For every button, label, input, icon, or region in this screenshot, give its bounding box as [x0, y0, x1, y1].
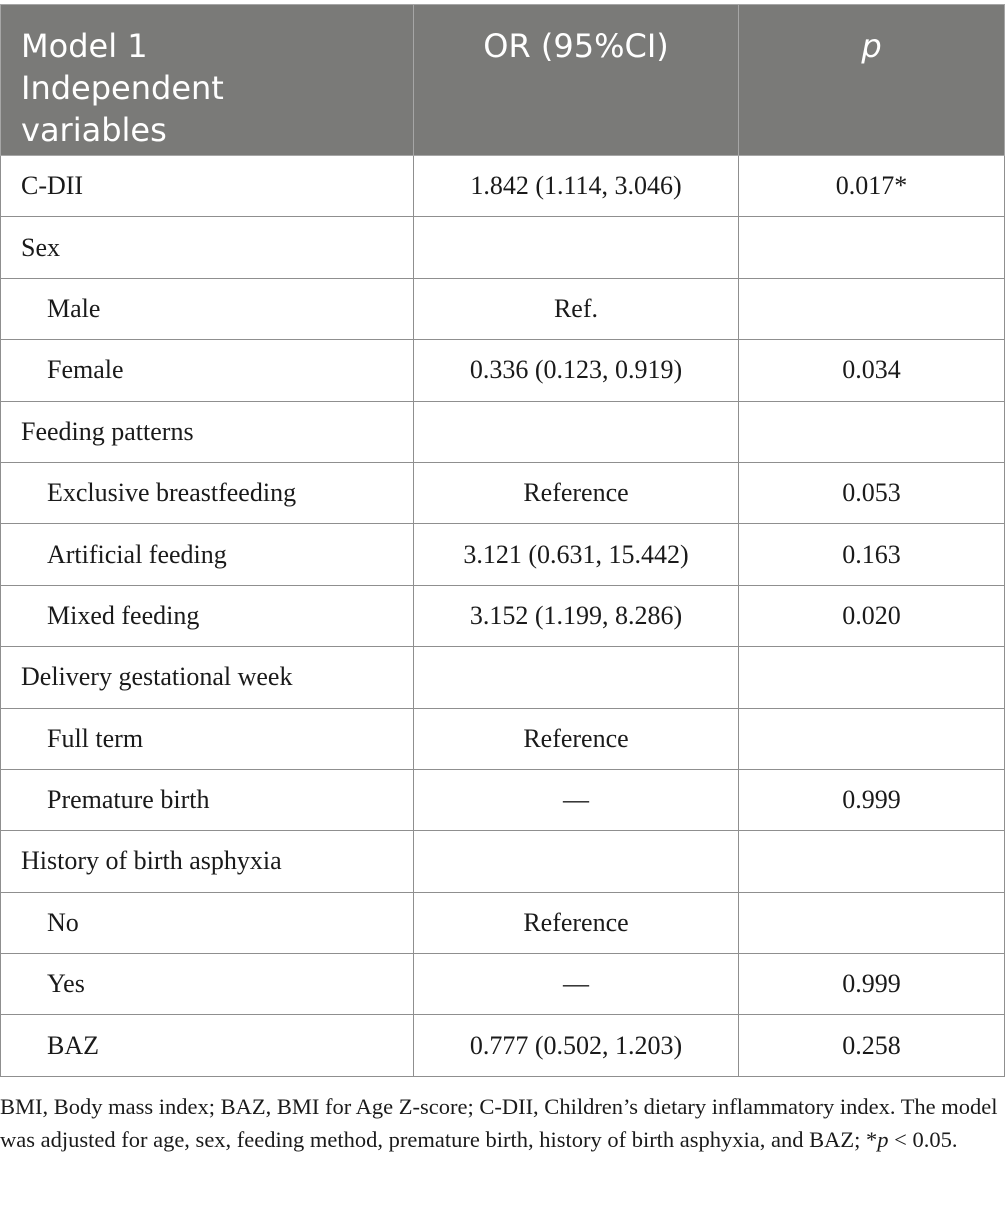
p-value-cell: [739, 708, 1005, 769]
variable-cell: Exclusive breastfeeding: [1, 462, 414, 523]
table-row: [1, 708, 1005, 769]
p-value-cell: 0.258: [739, 1015, 1005, 1076]
regression-table: [0, 4, 1005, 1077]
variable-cell: Full term: [1, 708, 414, 769]
header-line: Independent: [21, 69, 224, 107]
p-value-cell: 0.999: [739, 769, 1005, 830]
table-row: [1, 1015, 1005, 1076]
table-row: [1, 156, 1005, 217]
variable-cell: C-DII: [1, 156, 414, 217]
variable-cell: Mixed feeding: [1, 585, 414, 646]
header-row: [1, 5, 1005, 156]
p-value-cell: 0.017*: [739, 156, 1005, 217]
odds-ratio-cell: Reference: [414, 462, 739, 523]
odds-ratio-cell: Reference: [414, 708, 739, 769]
table-row: [1, 954, 1005, 1015]
odds-ratio-cell: 0.336 (0.123, 0.919): [414, 340, 739, 401]
odds-ratio-cell: Reference: [414, 892, 739, 953]
variable-cell: No: [1, 892, 414, 953]
odds-ratio-cell: 3.121 (0.631, 15.442): [414, 524, 739, 585]
footnote-threshold: < 0.05.: [888, 1127, 958, 1152]
p-value-cell: [739, 831, 1005, 892]
p-value-cell: [739, 892, 1005, 953]
odds-ratio-cell: 0.777 (0.502, 1.203): [414, 1015, 739, 1076]
odds-ratio-cell: [414, 401, 739, 462]
regression-table-container: [0, 4, 1004, 1077]
variable-cell: Delivery gestational week: [1, 647, 414, 708]
table-row: [1, 585, 1005, 646]
variable-cell: Male: [1, 278, 414, 339]
header-independent-variables: [1, 5, 414, 156]
header-line: variables: [21, 111, 167, 149]
odds-ratio-cell: 1.842 (1.114, 3.046): [414, 156, 739, 217]
odds-ratio-cell: [414, 831, 739, 892]
odds-ratio-cell: Ref.: [414, 278, 739, 339]
table-body: [1, 156, 1005, 1077]
p-value-cell: 0.034: [739, 340, 1005, 401]
p-value-cell: 0.163: [739, 524, 1005, 585]
variable-cell: Sex: [1, 217, 414, 278]
variable-cell: BAZ: [1, 1015, 414, 1076]
p-value-cell: 0.999: [739, 954, 1005, 1015]
p-value-cell: [739, 401, 1005, 462]
header-line: Model 1: [21, 27, 148, 65]
table-row: [1, 401, 1005, 462]
table-row: [1, 217, 1005, 278]
table-row: [1, 892, 1005, 953]
odds-ratio-cell: —: [414, 954, 739, 1015]
table-row: [1, 769, 1005, 830]
odds-ratio-cell: —: [414, 769, 739, 830]
p-value-cell: [739, 647, 1005, 708]
table-row: [1, 831, 1005, 892]
header-p-label: p: [861, 27, 882, 65]
odds-ratio-cell: 3.152 (1.199, 8.286): [414, 585, 739, 646]
variable-cell: Premature birth: [1, 769, 414, 830]
header-or-ci: OR (95%CI): [414, 5, 739, 156]
variable-cell: Yes: [1, 954, 414, 1015]
table-row: [1, 340, 1005, 401]
table-row: [1, 647, 1005, 708]
p-value-cell: [739, 278, 1005, 339]
variable-cell: Artificial feeding: [1, 524, 414, 585]
variable-cell: Female: [1, 340, 414, 401]
odds-ratio-cell: [414, 647, 739, 708]
footnote-p-symbol: p: [877, 1127, 889, 1152]
table-row: [1, 462, 1005, 523]
p-value-cell: 0.020: [739, 585, 1005, 646]
table-row: [1, 278, 1005, 339]
table-header: [1, 5, 1005, 156]
table-footnote: [0, 1090, 1004, 1156]
header-p-value: [739, 5, 1005, 156]
variable-cell: History of birth asphyxia: [1, 831, 414, 892]
footnote-text: BMI, Body mass index; BAZ, BMI for Age Z-score; C-DII, Children’s dietary inflammatory index. The model was adjusted for age, sex, feeding method, premature birth, history of birth asphyxia, and BAZ; *: [0, 1094, 998, 1152]
p-value-cell: 0.053: [739, 462, 1005, 523]
odds-ratio-cell: [414, 217, 739, 278]
p-value-cell: [739, 217, 1005, 278]
table-row: [1, 524, 1005, 585]
variable-cell: Feeding patterns: [1, 401, 414, 462]
